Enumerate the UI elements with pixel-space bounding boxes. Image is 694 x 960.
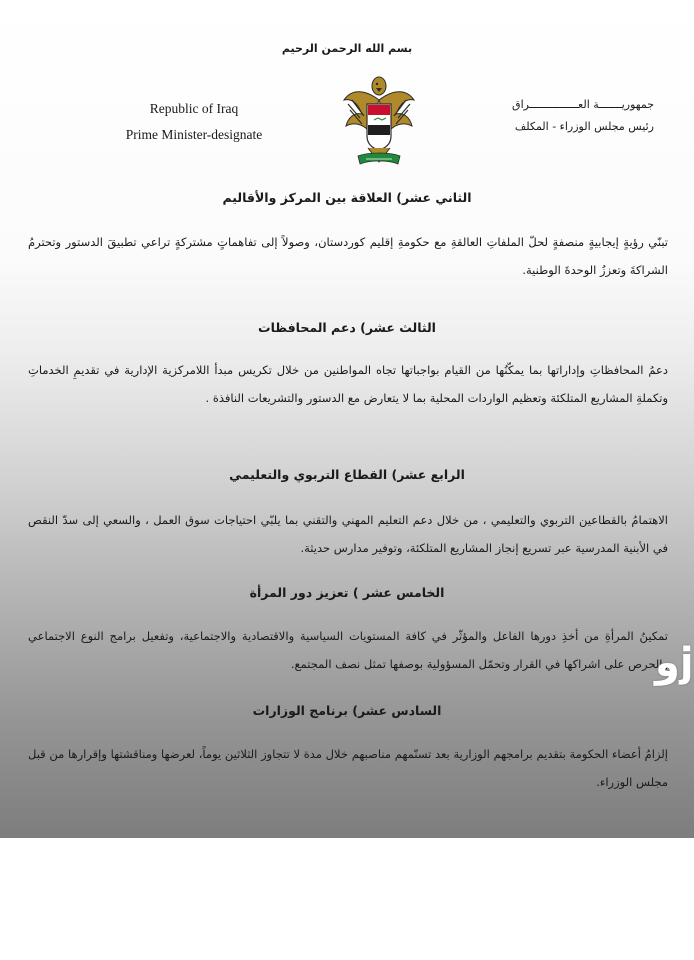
section-heading: الثالث عشر) دعم المحافظات	[258, 320, 436, 335]
arabic-office-title: رئيس مجلس الوزراء - المكلف	[514, 120, 654, 133]
section-body: تمكينُ المرأةِ من أخذِ دورها الفاعل والمؤثّر في كافة المستويات السياسية والاقتصادية والاجتماعية، وتفعيل برامج النوع الاجتماعي والحرص على اشراكها في القرار وتحمّل المسؤولية بوصفها تمثل نصف المجتمع.	[28, 629, 668, 671]
watermark-logo: jو	[655, 640, 694, 686]
section-heading: السادس عشر) برنامج الوزارات	[252, 703, 442, 718]
section-body: إلزامُ أعضاء الحكومة بتقديم برامجهم الوزارية بعد تسنّمهم مناصبهم خلال مدة لا تتجاوز الثلاثين يوماً، لعرضها ومناقشتها وإقرارها من قبل مجلس الوزراء.	[28, 747, 668, 789]
english-country-name: Republic of Iraq	[149, 101, 239, 116]
section-body: تبنّي رؤيةٍ إيجابيةٍ منصفةٍ لحلّ الملفاتِ العالقةِ مع حكومةِ إقليم كوردستان، وصولاً إلى تفاهماتٍ مشتركةٍ تراعي تطبيقَ الدستور وتحترمُ الشراكةَ وتعززُ الوحدةَ الوطنية.	[28, 235, 668, 277]
section-heading: الرابع عشر) القطاع التربوي والتعليمي	[229, 467, 465, 482]
section-body: دعمُ المحافظاتِ وإداراتها بما يمكّنُها من القيام بواجباتها تجاه المواطنين من خلال تكريس مبدأ اللامركزية الإدارية في تقديمِ الخدماتِ وتكملةِ المشاريع المتلكئة وتعظيم الواردات المحلية بما لا يتعارض مع الدستور والتشريعات النافذة .	[28, 363, 668, 405]
section-heading: الثاني عشر) العلاقة بين المركز والأقاليم	[222, 190, 472, 205]
blank-area	[0, 838, 694, 960]
iraq-eagle-emblem	[338, 70, 420, 170]
section-heading: الخامس عشر ) تعزيز دور المرأة	[249, 585, 445, 600]
arabic-country-name: جمهوريـــــــة العـــــــــــــــراق	[512, 98, 654, 111]
basmala: بسم الله الرحمن الرحيم	[281, 42, 413, 55]
english-office-title: Prime Minister-designate	[125, 127, 263, 142]
section-body: الاهتمامُ بالقطاعين التربوي والتعليمي ، من خلال دعم التعليم المهني والتقني بما يلبّي احتياجات سوق العمل ، والسعي إلى سدّ النقص في الأبنية المدرسية عبر تسريع إنجاز المشاريع المتلكئة، وتوفير مدارس حديثة.	[28, 513, 668, 555]
